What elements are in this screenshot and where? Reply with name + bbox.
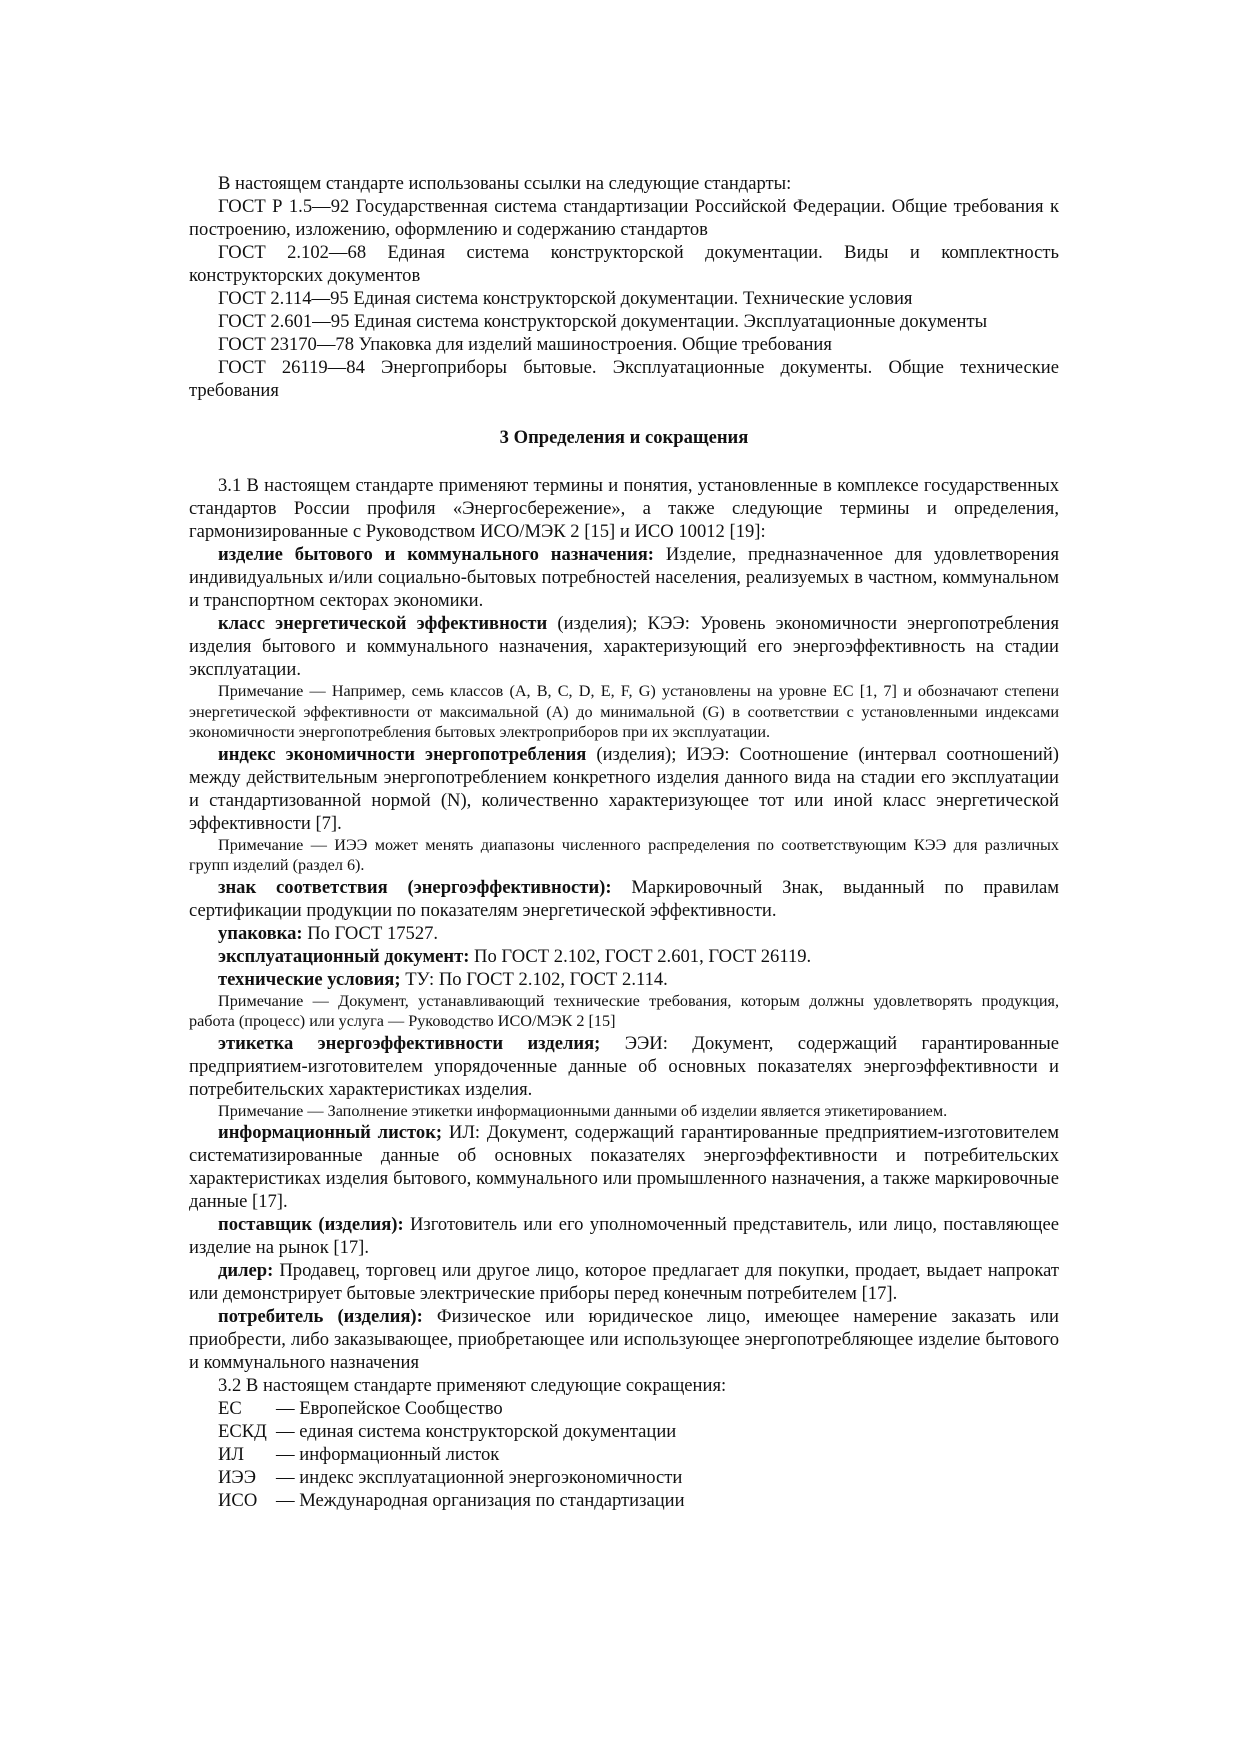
abbreviation-code: ИЭЭ (218, 1467, 256, 1488)
term-definition (189, 1032, 1059, 1101)
paragraph-3-2: 3.2 В настоящем стандарте применяют следующие сокращения: (218, 1375, 727, 1396)
term: знак соответствия (энергоэффективности): (218, 876, 612, 898)
abbreviation-code: ИЛ (218, 1444, 245, 1465)
ref-item: ГОСТ 26119—84 Энергоприборы бытовые. Эксплуатационные документы. Общие технические требования (189, 357, 1059, 401)
ref-item: ГОСТ 23170—78 Упаковка для изделий машиностроения. Общие требования (218, 334, 832, 355)
term-definition (189, 1305, 1059, 1374)
refs-intro: В настоящем стандарте использованы ссылки на следующие стандарты: (218, 173, 792, 194)
term-definition (189, 743, 1059, 835)
term: технические условия; (218, 968, 401, 990)
term: этикетка энергоэффективности изделия; (218, 1032, 601, 1054)
term: класс энергетической эффективности (218, 613, 548, 634)
definition: ТУ: По ГОСТ 2.102, ГОСТ 2.114. (400, 968, 668, 990)
definition: (изделия); КЭЭ: Уровень экономичности энергопотребления изделия бытового и коммунального назначения, характеризующий его энергоэффективность на стадии эксплуатации. (189, 613, 1060, 680)
abbreviation-code: ЕСКД (218, 1421, 267, 1442)
term-definition (189, 543, 1059, 612)
term-definition (189, 945, 1059, 968)
abbreviation-text: — Международная организация по стандартизации (276, 1490, 685, 1511)
note: Примечание — Заполнение этикетки информационными данными об изделии является этикетированием. (218, 1101, 948, 1120)
definition: По ГОСТ 2.102, ГОСТ 2.601, ГОСТ 26119. (469, 945, 812, 967)
ref-item: ГОСТ 2.601—95 Единая система конструкторской документации. Эксплуатационные документы (218, 311, 988, 332)
abbreviation-text: — информационный листок (276, 1444, 500, 1465)
term: индекс экономичности энергопотребления (218, 743, 587, 765)
abbreviation-text: — Европейское Сообщество (276, 1398, 503, 1419)
term: информационный листок; (218, 1122, 443, 1143)
definition: ЭЭИ: Документ, содержащий гарантированные предприятием-изготовителем упорядоченные данные об основных показателях энергоэффективности и потребительских характеристиках изделия. (189, 1032, 1059, 1100)
abbreviation-code: ИСО (218, 1490, 258, 1511)
section-heading: 3 Определения и сокращения (499, 427, 749, 448)
term: потребитель (изделия): (218, 1306, 423, 1327)
definition: ИЛ: Документ, содержащий гарантированные предприятием-изготовителем систематизированные данные об основных показателях энергоэффективности и потребительских характеристиках изделия бытового, коммунального или промышленного назначения, а также маркировочные данные [17]. (189, 1122, 1059, 1212)
abbreviation-list (189, 1397, 1059, 1512)
abbreviation-item (189, 1443, 1059, 1466)
ref-item: ГОСТ 2.102—68 Единая система конструкторской документации. Виды и комплектность конструкторских документов (189, 242, 1059, 286)
document-page (189, 172, 1059, 1512)
abbreviation-item (189, 1466, 1059, 1489)
term: упаковка: (218, 922, 303, 944)
definition: Маркировочный Знак, выданный по правилам сертификации продукции по показателям энергетической эффективности. (189, 876, 1060, 921)
note: Примечание — Например, семь классов (A, B, C, D, E, F, G) установлены на уровне ЕС [1, 7] и обозначают степени энергетической эффективности от максимальной (А) до минимальной (G) в соответствии с установленными индексами экономичности энергопотребления бытовых электроприборов при их эксплуатации. (189, 682, 1059, 741)
abbreviation-item (189, 1420, 1059, 1443)
definition: Изготовитель или его уполномоченный представитель, или лицо, поставляющее изделие на рынок [17]. (189, 1214, 1059, 1258)
paragraph-3-1: 3.1 В настоящем стандарте применяют термины и понятия, установленные в комплексе государственных стандартов России профиля «Энергосбережение», а также следующие термины и определения, гармонизированные с Руководством ИСО/МЭК 2 [15] и ИСО 10012 [19]: (189, 475, 1059, 542)
ref-item: ГОСТ Р 1.5—92 Государственная система стандартизации Российской Федерации. Общие требования к построению, изложению, оформлению и содержанию стандартов (189, 196, 1059, 240)
term: изделие бытового и коммунального назначения: (218, 544, 654, 565)
term: поставщик (изделия): (218, 1214, 404, 1235)
term: эксплуатационный документ: (218, 945, 470, 967)
note: Примечание — Документ, устанавливающий технические требования, которым должны удовлетворять продукция, работа (процесс) или услуга — Руководство ИСО/МЭК 2 [15] (189, 991, 1059, 1030)
term-definition (189, 1259, 1059, 1305)
definition: Физическое или юридическое лицо, имеющее намерение заказать или приобрести, либо заказывающее, приобретающее или использующее энергопотребляющее изделие бытового и коммунального назначения (189, 1306, 1059, 1373)
abbreviation-text: — индекс эксплуатационной энергоэкономичности (276, 1467, 683, 1488)
term-definition (189, 612, 1059, 681)
note: Примечание — ИЭЭ может менять диапазоны численного распределения по соответствующим КЭЭ для различных групп изделий (раздел 6). (189, 835, 1059, 874)
definition: По ГОСТ 17527. (302, 922, 439, 944)
term: дилер: (218, 1260, 274, 1281)
ref-item: ГОСТ 2.114—95 Единая система конструкторской документации. Технические условия (218, 288, 913, 309)
definition: Изделие, предназначенное для удовлетворения индивидуальных и/или социально-бытовых потребностей населения, реализуемых в частном, коммунальном и транспортном секторах экономики. (189, 544, 1059, 611)
abbreviation-item (189, 1397, 1059, 1420)
abbreviation-code: ЕС (218, 1398, 242, 1419)
definition: Продавец, торговец или другое лицо, которое предлагает для покупки, продает, выдает напрокат или демонстрирует бытовые электрические приборы перед конечным потребителем [17]. (189, 1260, 1059, 1304)
term-definition (189, 968, 1059, 991)
term-definition (189, 922, 1059, 945)
definition: (изделия); ИЭЭ: Соотношение (интервал соотношений) между действительным энергопотреблением конкретного изделия данного вида на стадии его эксплуатации и стандартизованной нормой (N), количественно характеризующее тот или иной класс энергетической эффективности [7]. (189, 743, 1059, 834)
term-definition (189, 876, 1059, 922)
term-definition (189, 1121, 1059, 1213)
abbreviation-item (189, 1489, 1059, 1512)
term-definition (189, 1213, 1059, 1259)
abbreviation-text: — единая система конструкторской документации (276, 1421, 677, 1442)
